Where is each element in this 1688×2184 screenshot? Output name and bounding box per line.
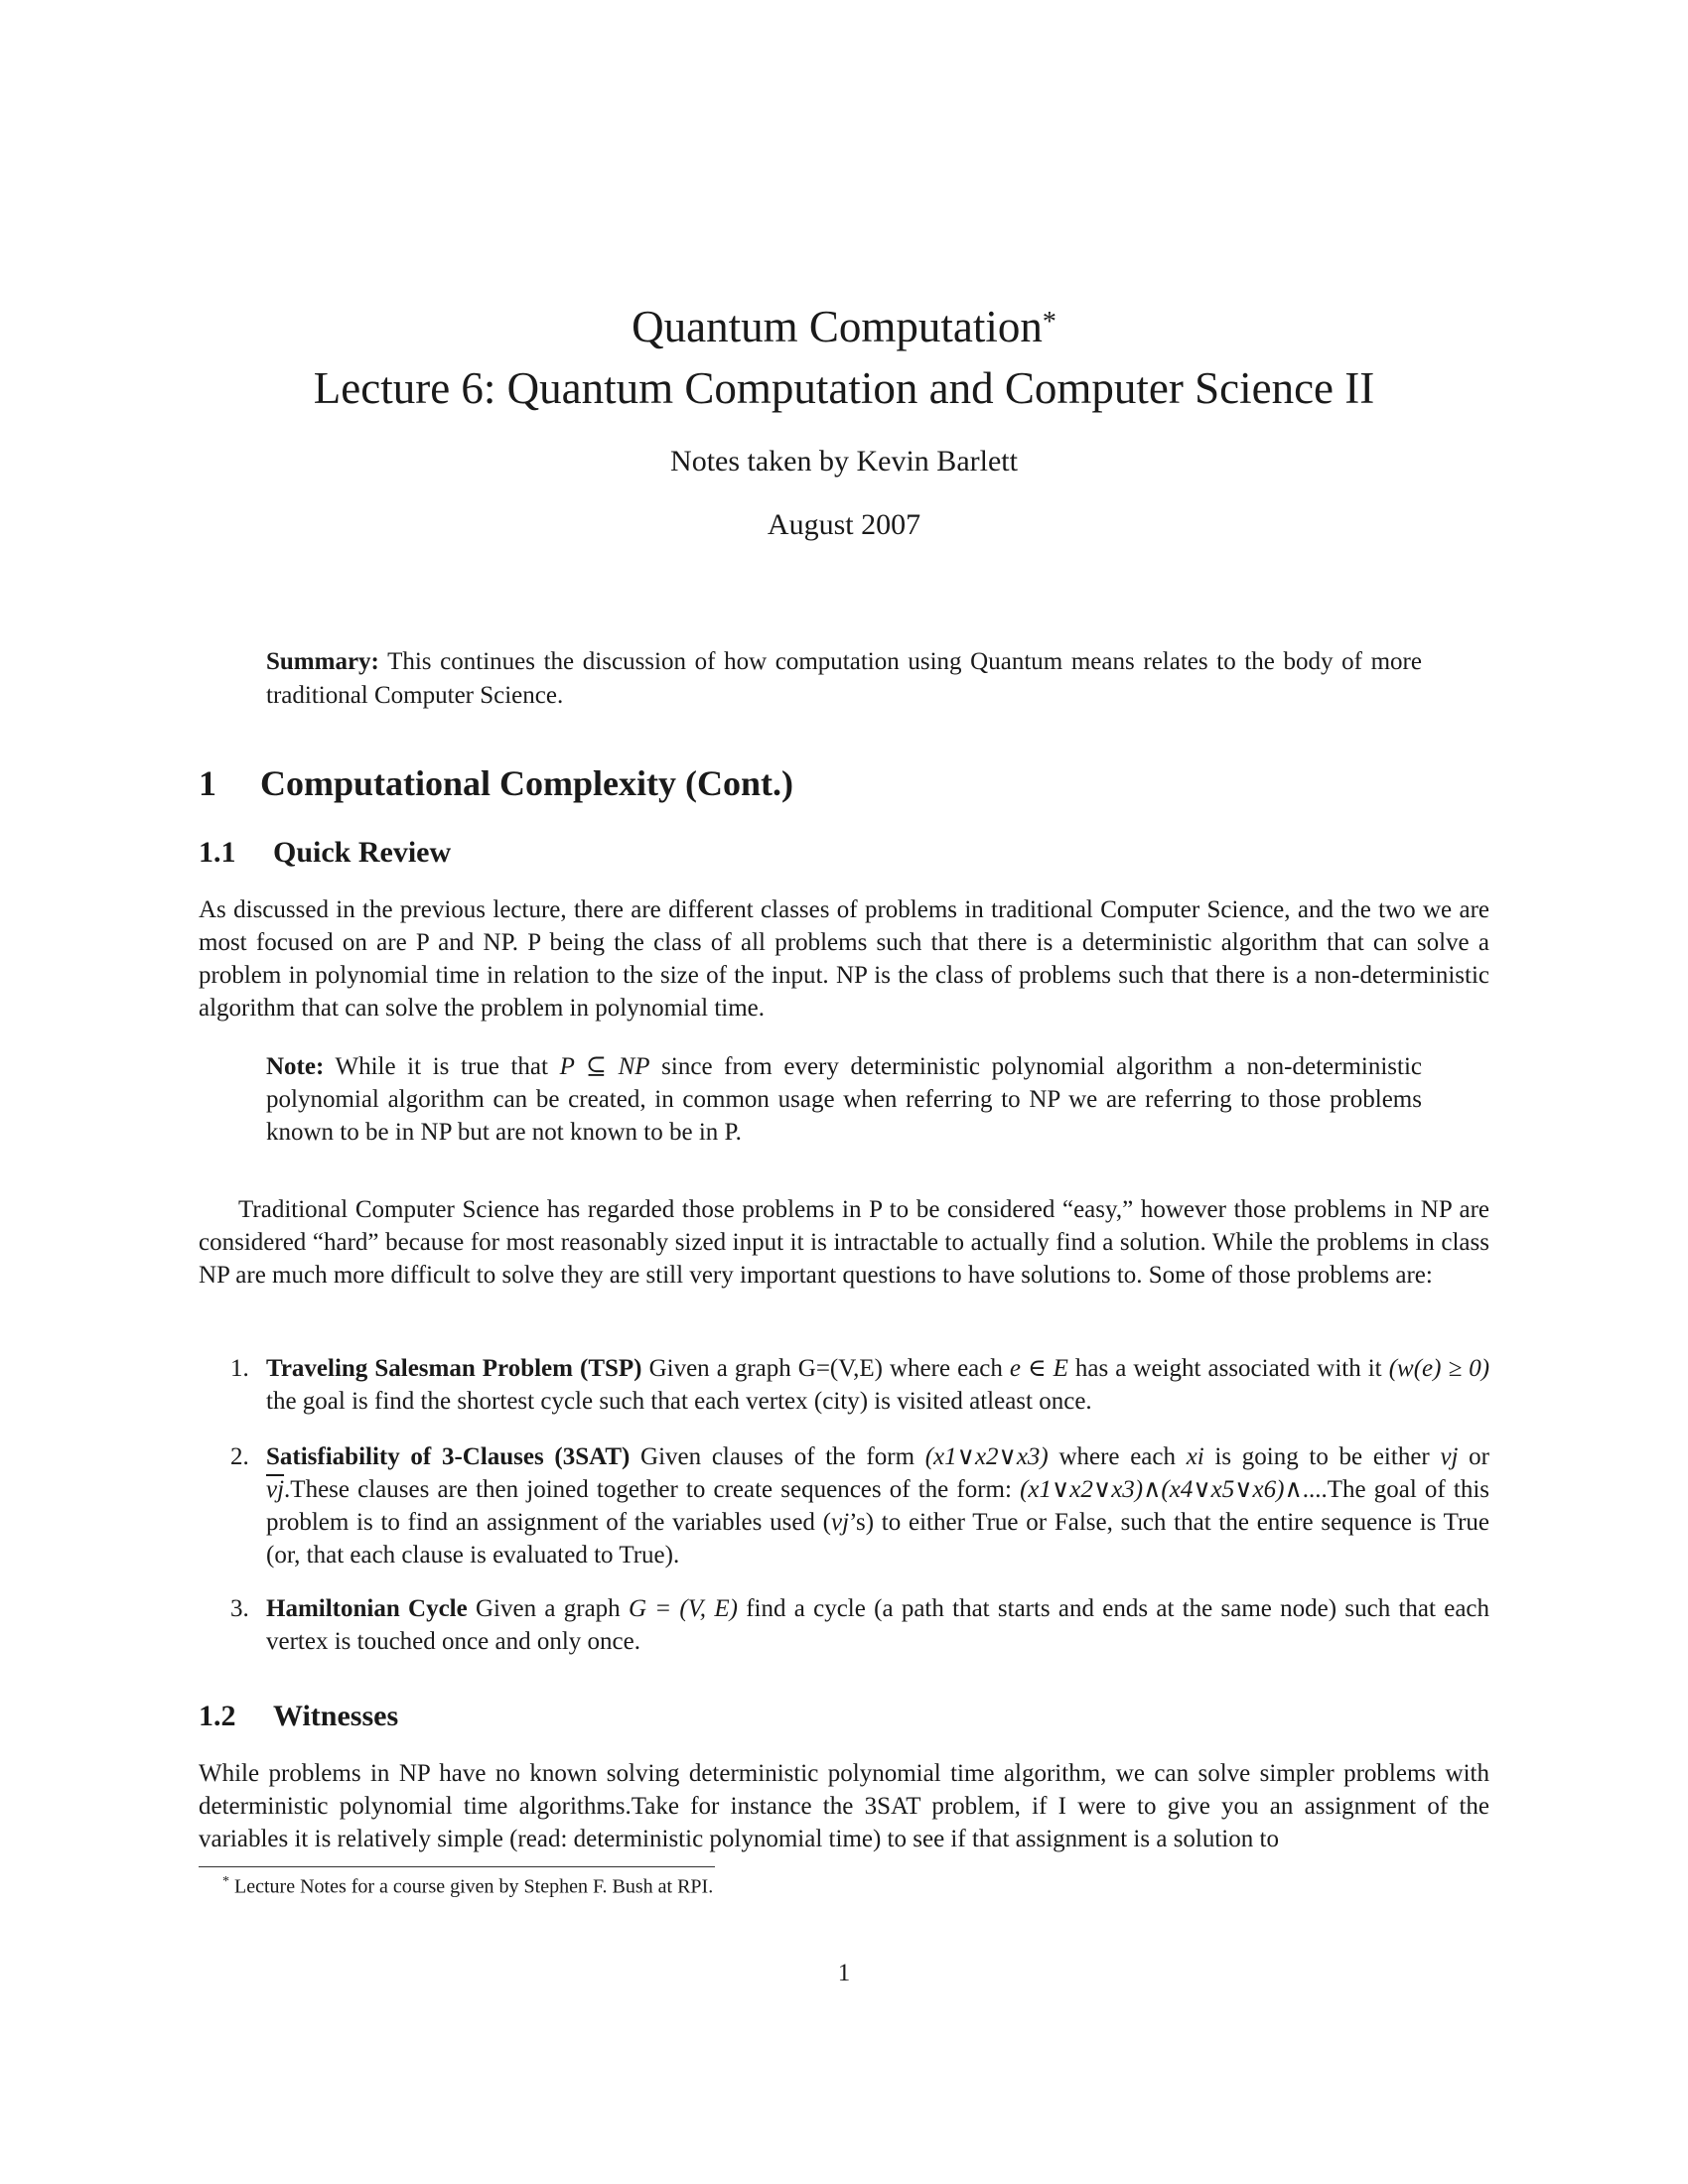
title-line-2: Lecture 6: Quantum Computation and Computer Science II: [313, 363, 1375, 413]
problem-list-item: [199, 1440, 1489, 1571]
item-label: Traveling Salesman Problem (TSP): [266, 1355, 642, 1382]
math-inline: G = (V, E): [628, 1595, 738, 1622]
item-label: Satisfiability of 3-Clauses (3SAT): [266, 1443, 631, 1470]
math-inline: (w(e) ≥ 0): [1388, 1355, 1490, 1382]
page-number: 1: [837, 1960, 851, 1986]
footnote: [222, 1874, 713, 1899]
item-text: Given a graph: [476, 1595, 621, 1622]
title-text: Quantum Computation: [632, 302, 1043, 351]
subsection-title: Witnesses: [273, 1700, 399, 1732]
title-block: [0, 296, 1688, 419]
list-number: 1.: [230, 1355, 249, 1382]
note-text: While it is true that: [335, 1053, 548, 1080]
section-title: Computational Complexity (Cont.): [260, 763, 793, 803]
item-label: Hamiltonian Cycle: [266, 1595, 468, 1622]
title-footnote-mark: *: [1042, 307, 1056, 338]
math-inline: $\overline{vj}$: [266, 1476, 285, 1503]
item-text: .These clauses are then joined together to create sequences of the form:: [284, 1476, 1012, 1503]
footnote-rule: [199, 1866, 715, 1867]
item-text: has a weight associated with it: [1074, 1355, 1382, 1382]
item-text: find a cycle (a path that starts and ends at the same node) such that each vertex is touched once and only once.: [266, 1595, 1490, 1655]
paragraph: As discussed in the previous lecture, there are different classes of problems in traditional Computer Science, and the two we are most focused on are P and NP. P being the class of all problems such that there is a deterministic algorithm that can solve a problem in polynomial time in relation to the size of the input. NP is the class of problems such that there is a non-deterministic algorithm that can solve the problem in polynomial time.: [199, 896, 1489, 1022]
section-heading: [199, 762, 793, 804]
math-inline: (x1∨x2∨x3)∧(x4∨x5∨x6)∧: [1020, 1476, 1303, 1503]
subsection-title: Quick Review: [273, 836, 452, 869]
summary-text: This continues the discussion of how computation using Quantum means relates to the body of more traditional Computer Science.: [266, 648, 1422, 709]
item-text: Given a graph G=(V,E) where each: [648, 1355, 1003, 1382]
summary: [266, 645, 1422, 713]
footnote-mark: *: [222, 1874, 229, 1889]
item-text: ....The goal of this problem is to find an assignment of the variables used (: [266, 1476, 1489, 1536]
date: August 2007: [767, 508, 921, 541]
item-text: the goal is find the shortest cycle such that each vertex (city) is visited atleast once.: [266, 1388, 1092, 1415]
math-inline: e ∈ E: [1009, 1355, 1068, 1382]
math-inline: (x1∨x2∨x3): [924, 1443, 1049, 1470]
math-inline: vj: [831, 1509, 850, 1536]
subsection-heading: [199, 836, 451, 870]
problem-list-item: [199, 1592, 1489, 1658]
subsection-number: 1.2: [199, 1700, 236, 1732]
author: Notes taken by Kevin Barlett: [670, 445, 1018, 478]
section-number: 1: [199, 763, 216, 803]
paragraph: While problems in NP have no known solving deterministic polynomial time algorithm, we can solve simpler problems with deterministic polynomial time algorithms.Take for instance the 3SAT problem, if I were to give you an assignment of the variables it is relatively simple (read: deterministic polynomial time) to see if that assignment is a solution to: [199, 1760, 1489, 1852]
item-text: Given clauses of the form: [640, 1443, 915, 1470]
summary-label: Summary:: [266, 648, 379, 675]
title-line-1: [0, 296, 1688, 357]
list-number: 3.: [230, 1595, 249, 1622]
math-inline: xi: [1186, 1443, 1204, 1470]
item-text: where each: [1058, 1443, 1176, 1470]
note-block: [266, 1050, 1422, 1149]
list-number: 2.: [230, 1443, 249, 1470]
problem-list-item: [199, 1352, 1489, 1418]
note-text: since from every deterministic polynomial algorithm a non-deterministic polynomial algorithm can be created, in common usage when referring to NP we are referring to those problems known to be in NP but are not known to be in P.: [266, 1053, 1423, 1146]
math-inline: P ⊆ NP: [559, 1053, 650, 1080]
footnote-text: Lecture Notes for a course given by Stephen F. Bush at RPI.: [234, 1875, 714, 1898]
item-text: is going to be either: [1214, 1443, 1430, 1470]
paragraph: Traditional Computer Science has regarded those problems in P to be considered “easy,” however those problems in NP are considered “hard” because for most reasonably sized input it is intractable to actually find a solution. While the problems in class NP are much more difficult to solve they are still very important questions to have solutions to. Some of those problems are:: [199, 1196, 1489, 1289]
subsection-number: 1.1: [199, 836, 236, 869]
item-text: ’s) to either True or False, such that the entire sequence is True (or, that each clause is evaluated to True).: [266, 1509, 1489, 1569]
note-label: Note:: [266, 1053, 325, 1080]
subsection-heading: [199, 1700, 398, 1733]
math-inline: vj: [1440, 1443, 1459, 1470]
item-text: or: [1469, 1443, 1489, 1470]
